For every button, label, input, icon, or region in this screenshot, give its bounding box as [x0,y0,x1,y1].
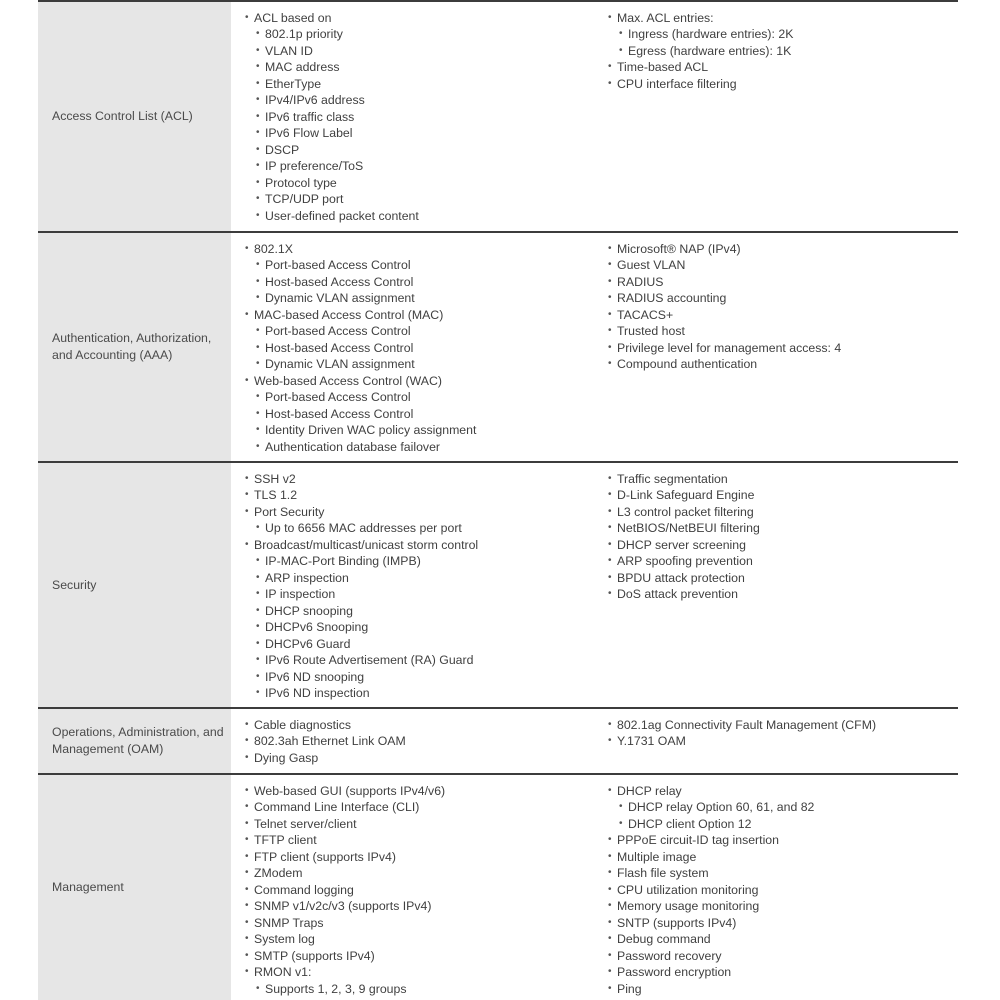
feature-subitem: • TCP/UDP port [245,191,595,208]
feature-item: • L3 control packet filtering [608,504,958,521]
feature-subitem: • DHCP snooping [245,603,595,620]
feature-item: • SNMP v1/v2c/v3 (supports IPv4) [245,898,595,915]
feature-column-left [245,717,595,767]
feature-item: • TFTP client [245,832,595,849]
row-label: Operations, Administration, and Management (OAM) [52,725,224,756]
feature-subitem: • Protocol type [245,175,595,192]
feature-subitem: • DHCPv6 Snooping [245,619,595,636]
feature-subitem: • Host-based Access Control [245,340,595,357]
feature-item: • RMON v1: [245,964,595,981]
feature-column-right [608,241,958,373]
feature-subitem: • IPv4/IPv6 address [245,92,595,109]
feature-item: • PPPoE circuit-ID tag insertion [608,832,958,849]
feature-column-right [608,717,958,750]
row-label-cell [38,2,231,232]
feature-item: • Y.1731 OAM [608,733,958,750]
feature-subitem: • Up to 6656 MAC addresses per port [245,520,595,537]
feature-subitem: • Host-based Access Control [245,274,595,291]
feature-item: • Multiple image [608,849,958,866]
feature-subitem: • Identity Driven WAC policy assignment [245,422,595,439]
feature-subitem: • 802.1p priority [245,26,595,43]
feature-item: • RADIUS accounting [608,290,958,307]
row-label: Access Control List (ACL) [52,109,193,123]
feature-subitem: • Dynamic VLAN assignment [245,356,595,373]
feature-item: • SSH v2 [245,471,595,488]
feature-subitem: • Ingress (hardware entries): 2K [608,26,958,43]
feature-item: • Traffic segmentation [608,471,958,488]
feature-item: • Web-based Access Control (WAC) [245,373,595,390]
feature-subitem: • VLAN ID [245,43,595,60]
feature-column-left [245,783,595,998]
feature-column-left [245,241,595,456]
feature-item: • Memory usage monitoring [608,898,958,915]
feature-column-right [608,10,958,93]
feature-subitem: • IP-MAC-Port Binding (IMPB) [245,553,595,570]
feature-item: • 802.3ah Ethernet Link OAM [245,733,595,750]
feature-subitem: • Authentication database failover [245,439,595,456]
feature-subitem: • IP inspection [245,586,595,603]
feature-item: • Compound authentication [608,356,958,373]
feature-subitem: • User-defined packet content [245,208,595,225]
feature-item: • SNTP (supports IPv4) [608,915,958,932]
feature-subitem: • DSCP [245,142,595,159]
feature-item: • Command logging [245,882,595,899]
feature-subitem: • IPv6 traffic class [245,109,595,126]
feature-item: • ACL based on [245,10,595,27]
row-label-cell [38,775,231,1000]
feature-column-right [608,471,958,603]
spec-row [38,775,958,1000]
feature-subitem: • IPv6 Route Advertisement (RA) Guard [245,652,595,669]
feature-item: • Web-based GUI (supports IPv4/v6) [245,783,595,800]
feature-item: • TLS 1.2 [245,487,595,504]
feature-subitem: • DHCP client Option 12 [608,816,958,833]
feature-column-right [608,783,958,998]
feature-subitem: • MAC address [245,59,595,76]
feature-subitem: • Port-based Access Control [245,389,595,406]
feature-item: • Guest VLAN [608,257,958,274]
feature-column-left [245,10,595,225]
feature-subitem: • IP preference/ToS [245,158,595,175]
feature-item: • SMTP (supports IPv4) [245,948,595,965]
spec-row [38,709,958,774]
feature-item: • System log [245,931,595,948]
feature-item: • Debug command [608,931,958,948]
row-label-cell [38,709,231,774]
feature-subitem: • IPv6 ND snooping [245,669,595,686]
feature-item: • RADIUS [608,274,958,291]
feature-subitem: • Supports 1, 2, 3, 9 groups [245,981,595,998]
row-label: Management [52,880,124,894]
spec-row [38,233,958,462]
feature-item: • DoS attack prevention [608,586,958,603]
feature-item: • Microsoft® NAP (IPv4) [608,241,958,258]
row-label: Security [52,577,97,592]
feature-subitem: • Host-based Access Control [245,406,595,423]
feature-item: • Privilege level for management access: 4 [608,340,958,357]
feature-item: • TACACS+ [608,307,958,324]
feature-item: • CPU utilization monitoring [608,882,958,899]
feature-item: • Max. ACL entries: [608,10,958,27]
feature-item: • FTP client (supports IPv4) [245,849,595,866]
feature-subitem: • DHCPv6 Guard [245,636,595,653]
row-label-cell [38,233,231,462]
feature-item: • Password recovery [608,948,958,965]
feature-item: • Password encryption [608,964,958,981]
feature-subitem: • Port-based Access Control [245,257,595,274]
spec-row [38,2,958,232]
row-label: Authentication, Authorization, and Accounting (AAA) [52,331,212,362]
feature-item: • Ping [608,981,958,998]
feature-column-left [245,471,595,702]
feature-subitem: • Dynamic VLAN assignment [245,290,595,307]
feature-item: • Trusted host [608,323,958,340]
feature-item: • ZModem [245,865,595,882]
feature-item: • 802.1X [245,241,595,258]
feature-item: • Port Security [245,504,595,521]
feature-item: • Command Line Interface (CLI) [245,799,595,816]
feature-item: • CPU interface filtering [608,76,958,93]
feature-item: • DHCP relay [608,783,958,800]
feature-subitem: • ARP inspection [245,570,595,587]
feature-subitem: • EtherType [245,76,595,93]
feature-item: • SNMP Traps [245,915,595,932]
feature-item: • 802.1ag Connectivity Fault Management (CFM) [608,717,958,734]
feature-item: • NetBIOS/NetBEUI filtering [608,520,958,537]
feature-item: • Broadcast/multicast/unicast storm control [245,537,595,554]
feature-item: • Dying Gasp [245,750,595,767]
feature-item: • MAC-based Access Control (MAC) [245,307,595,324]
row-label-cell [38,463,231,708]
spec-row [38,463,958,708]
feature-item: • Cable diagnostics [245,717,595,734]
feature-item: • Telnet server/client [245,816,595,833]
feature-subitem: • Egress (hardware entries): 1K [608,43,958,60]
feature-item: • DHCP server screening [608,537,958,554]
feature-item: • D-Link Safeguard Engine [608,487,958,504]
feature-subitem: • Port-based Access Control [245,323,595,340]
feature-item: • Time-based ACL [608,59,958,76]
feature-item: • BPDU attack protection [608,570,958,587]
feature-item: • ARP spoofing prevention [608,553,958,570]
feature-item: • Flash file system [608,865,958,882]
feature-subitem: • IPv6 Flow Label [245,125,595,142]
feature-subitem: • DHCP relay Option 60, 61, and 82 [608,799,958,816]
feature-subitem: • IPv6 ND inspection [245,685,595,702]
